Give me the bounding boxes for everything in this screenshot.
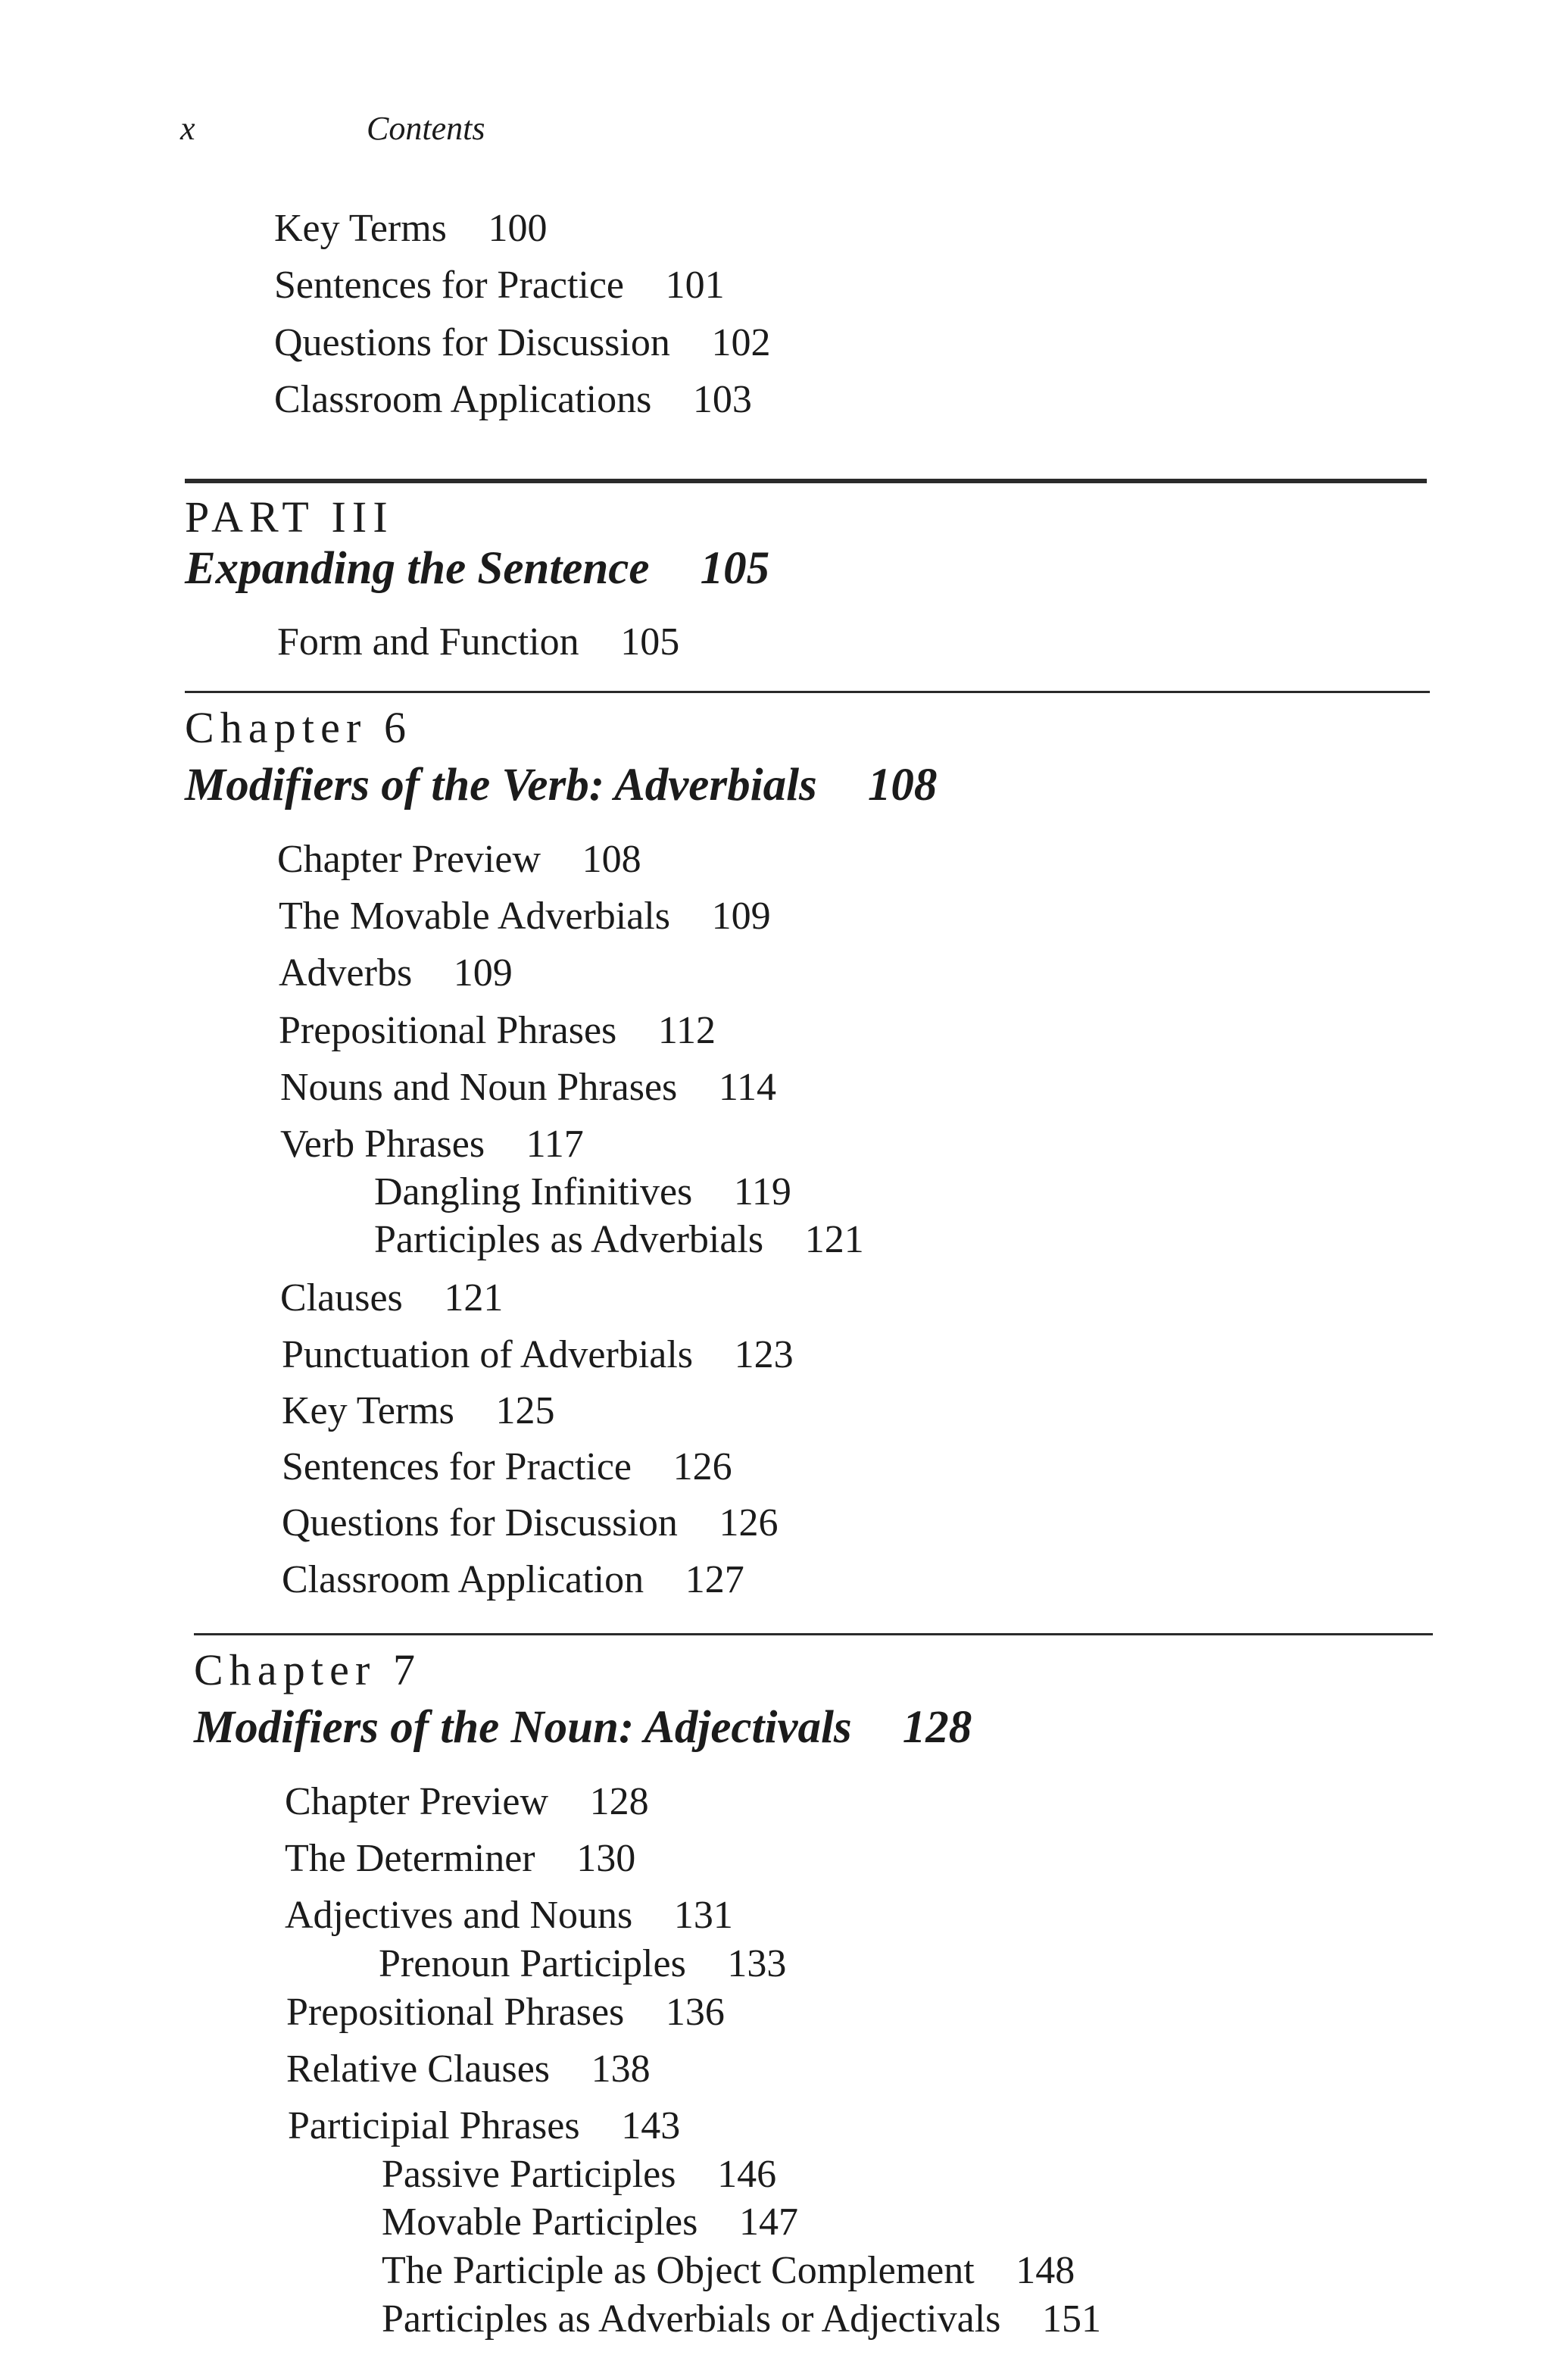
toc-entry-label: Key Terms [274,207,447,250]
toc-entry[interactable] [286,2047,651,2091]
toc-entry-label: Participles as Adverbials or Adjectivals [382,2297,1001,2341]
toc-subentry[interactable] [374,1170,791,1213]
toc-entry[interactable] [282,1501,779,1545]
toc-entry[interactable] [279,1011,716,1051]
toc-entry-page: 130 [576,1837,636,1880]
toc-entry-page: 146 [717,2153,777,2196]
running-head-page-number: x [180,110,195,147]
toc-entry-page: 103 [692,378,752,421]
toc-entry-label: Verb Phrases [280,1123,485,1166]
toc-entry-label: Adverbs [279,951,413,995]
toc-entry[interactable] [279,897,771,936]
toc-entry-page: 123 [734,1333,794,1376]
toc-entry-label: Dangling Infinitives [374,1170,693,1213]
toc-entry-label: Prepositional Phrases [279,1009,617,1052]
toc-subentry[interactable] [382,2200,798,2244]
toc-entry-page: 136 [665,1991,725,2034]
toc-entry[interactable] [274,266,725,305]
toc-entry-page: 151 [1041,2297,1101,2341]
toc-entry-label: Relative Clauses [286,2047,551,2091]
toc-entry-page: 133 [727,1942,787,1985]
toc-entry[interactable] [282,1560,744,1600]
chapter-label: Chapter 6 [185,703,413,752]
toc-subentry[interactable] [382,2155,776,2194]
toc-entry[interactable] [282,1445,732,1488]
toc-entry-page: 121 [804,1218,864,1261]
toc-entry-page: 101 [665,264,725,307]
toc-entry-page: 126 [673,1445,732,1488]
toc-entry-label: Clauses [280,1276,403,1320]
toc-entry-label: Questions for Discussion [282,1501,678,1545]
toc-entry[interactable] [277,840,641,879]
toc-entry-label: Sentences for Practice [282,1445,632,1488]
toc-entry-page: 131 [673,1894,733,1937]
toc-entry-page: 126 [719,1501,779,1545]
toc-entry[interactable] [279,951,513,995]
toc-entry-page: 109 [711,895,771,938]
chapter-title-page: 108 [867,760,938,811]
toc-entry-page: 147 [738,2200,798,2244]
toc-entry-label: Chapter Preview [277,838,541,881]
toc-entry-page: 127 [685,1558,744,1601]
toc-entry-page: 138 [591,2047,651,2091]
toc-entry[interactable] [277,620,680,664]
toc-entry[interactable] [286,1993,725,2032]
toc-entry-page: 105 [620,620,680,664]
toc-entry[interactable] [274,323,770,363]
toc-entry-label: The Participle as Object Complement [382,2249,975,2292]
toc-entry-page: 100 [488,207,548,250]
chapter-divider-rule [185,691,1430,693]
toc-entry-label: Passive Participles [382,2153,676,2196]
toc-entry-label: Key Terms [282,1389,454,1432]
toc-entry-label: Chapter Preview [285,1780,549,1823]
toc-subentry[interactable] [382,2251,1075,2291]
toc-entry[interactable] [282,1391,555,1431]
toc-entry[interactable] [285,1896,733,1935]
part-label: PART III [185,492,394,542]
toc-subentry[interactable] [382,2297,1101,2341]
toc-entry-label: Prenoun Participles [379,1942,686,1985]
toc-entry-label: Prepositional Phrases [286,1991,625,2034]
toc-entry[interactable] [288,2104,681,2147]
toc-subentry[interactable] [379,1944,786,1984]
running-head-title: Contents [367,110,485,147]
toc-entry-label: Classroom Application [282,1558,644,1601]
chapter-title-text: Modifiers of the Verb: Adverbials [185,760,817,811]
toc-entry-page: 114 [718,1066,776,1109]
toc-entry-label: Form and Function [277,620,579,664]
chapter-title[interactable] [185,760,938,811]
toc-entry-page: 117 [526,1123,584,1166]
toc-entry-page: 121 [444,1276,504,1320]
toc-entry-page: 128 [589,1780,649,1823]
toc-entry-page: 102 [711,321,771,364]
toc-entry-page: 112 [657,1009,716,1052]
part-divider-rule [185,479,1427,483]
toc-entry-page: 108 [582,838,641,881]
toc-entry-label: Punctuation of Adverbials [282,1333,694,1376]
chapter-title[interactable] [194,1704,972,1751]
toc-entry[interactable] [274,209,548,248]
toc-entry[interactable] [274,380,752,420]
toc-entry-label: The Determiner [285,1837,535,1880]
chapter-title-text: Modifiers of the Noun: Adjectivals [194,1702,852,1753]
toc-entry-label: Participles as Adverbials [374,1218,764,1261]
toc-entry-page: 125 [495,1389,555,1432]
toc-entry-label: Nouns and Noun Phrases [280,1066,678,1109]
part-title-page: 105 [700,543,770,594]
toc-subentry[interactable] [374,1220,864,1260]
toc-entry-label: Sentences for Practice [274,264,625,307]
toc-entry[interactable] [285,1782,649,1822]
toc-entry-label: The Movable Adverbials [279,895,670,938]
toc-entry[interactable] [280,1068,776,1107]
part-title[interactable] [185,545,769,592]
toc-entry-label: Questions for Discussion [274,321,670,364]
toc-entry-label: Movable Participles [382,2200,698,2244]
chapter-label: Chapter 7 [194,1645,422,1694]
toc-entry[interactable] [280,1276,504,1320]
toc-entry-label: Participial Phrases [288,2104,580,2147]
toc-entry-label: Adjectives and Nouns [285,1894,633,1937]
toc-entry[interactable] [282,1335,794,1375]
toc-entry-page: 148 [1016,2249,1075,2292]
toc-entry-page: 109 [453,951,513,995]
part-title-text: Expanding the Sentence [185,543,650,594]
toc-entry[interactable] [285,1839,635,1879]
chapter-title-page: 128 [902,1702,972,1753]
toc-entry-page: 143 [621,2104,681,2147]
toc-entry-label: Classroom Applications [274,378,652,421]
toc-entry-page: 119 [733,1170,791,1213]
toc-entry[interactable] [280,1125,584,1164]
chapter-divider-rule [194,1633,1433,1635]
